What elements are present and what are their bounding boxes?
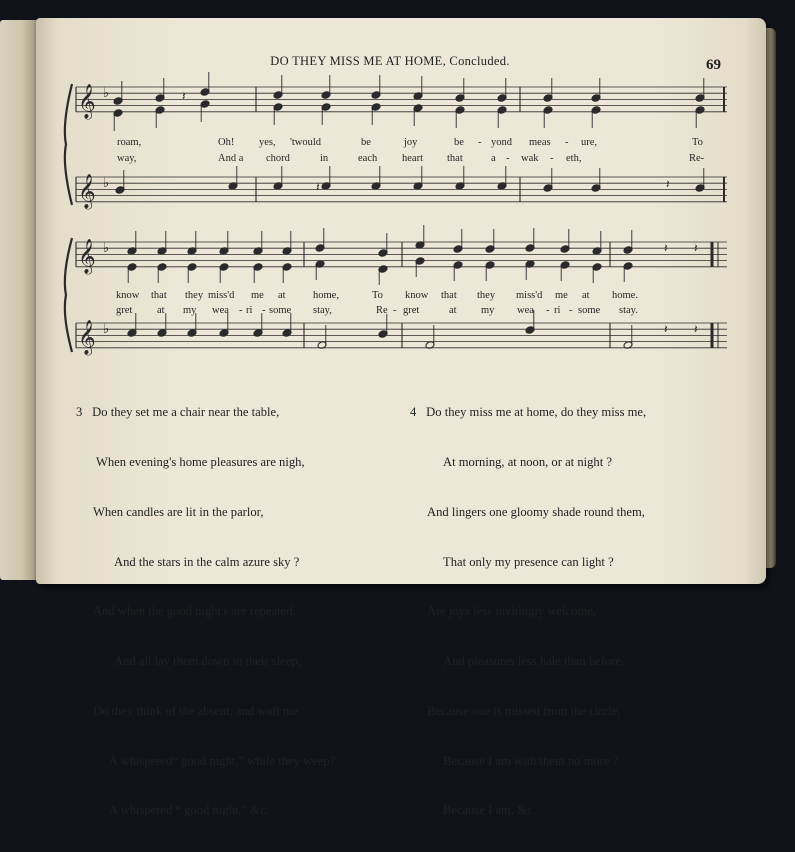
verse-number: 4 [410, 405, 417, 420]
lyric-syllable: ri [246, 305, 253, 316]
lyric-syllable: miss'd [208, 290, 235, 301]
verse-line: Do they think of the absent, and waft me [93, 703, 299, 718]
verse-line: And all lay them down to their sleep, [114, 654, 301, 669]
lyric-syllable: - [546, 305, 550, 316]
lyric-syllable: they [477, 290, 496, 301]
lyric-syllable: gret [116, 305, 133, 316]
lyric-syllable: - [239, 305, 243, 316]
lyric-syllable: a [491, 153, 496, 164]
lyric-syllable: my [481, 305, 495, 316]
lyric-syllable: some [578, 305, 601, 316]
flat-icon: ♭ [103, 322, 110, 337]
verse-line: A whispered “ good night,” &c. [109, 803, 269, 818]
lyric-syllable: - [478, 137, 482, 148]
lyric-syllable: me [251, 290, 264, 301]
lyric-syllable: that [447, 153, 463, 164]
flat-icon: ♭ [103, 241, 110, 256]
lyric-syllable: - [393, 305, 397, 316]
treble-clef-icon: 𝄞 [78, 320, 96, 355]
verse-line: And the stars in the calm azure sky ? [114, 554, 300, 569]
verse-4 [410, 371, 646, 852]
running-title: DO THEY MISS ME AT HOME, Concluded. [270, 54, 510, 68]
treble-clef-icon: 𝄞 [78, 239, 96, 274]
lyric-syllable: way, [117, 153, 137, 164]
lyric-syllable: - [569, 305, 573, 316]
lyric-syllable: wea [517, 305, 534, 316]
lyric-syllable: ure, [581, 137, 598, 148]
lyric-syllable: - [550, 153, 554, 164]
rest-icon: 𝄽 [664, 241, 668, 255]
verse-line: A whispered“ good night,” while they weep? [109, 753, 336, 768]
lyric-syllable: To [372, 290, 383, 301]
lyric-syllable: Oh! [218, 137, 235, 148]
rest-icon: 𝄽 [666, 177, 670, 191]
lyric-syllable: eth, [566, 153, 582, 164]
lyric-syllable: 'twould [290, 137, 322, 148]
rest-icon: 𝄽 [182, 89, 186, 103]
system-brace [65, 84, 72, 205]
lyric-syllable: heart [402, 153, 423, 164]
lyric-syllable: - [506, 153, 510, 164]
lyric-syllable: know [116, 290, 140, 301]
lyric-syllable: wak [521, 153, 539, 164]
verse-3 [76, 371, 335, 852]
lyric-syllable: that [441, 290, 457, 301]
verse-line: At morning, at noon, or at night ? [443, 454, 612, 469]
verse-line: Are joys less invitingly welcome, [427, 604, 596, 619]
verse-line: When evening's home pleasures are nigh, [96, 454, 305, 469]
lyric-syllable: be [454, 137, 464, 148]
lyric-syllable: - [565, 137, 569, 148]
rest-icon: 𝄽 [694, 322, 698, 336]
flat-icon: ♭ [103, 86, 110, 101]
verse-number: 3 [76, 405, 83, 420]
lyric-syllable: be [361, 137, 371, 148]
flat-icon: ♭ [103, 176, 110, 191]
system-brace [65, 238, 72, 352]
verse-line: And pleasures less hale than before, [443, 654, 625, 669]
lyric-syllable: at [278, 290, 286, 301]
verse-line: Do they miss me at home, do they miss me, [426, 405, 647, 420]
lyric-syllable: wea [212, 305, 229, 316]
verse-line: That only my presence can light ? [443, 554, 614, 569]
verse-line: And lingers one gloomy shade round them, [427, 504, 645, 519]
lyric-syllable: miss'd [516, 290, 543, 301]
lyric-syllable: at [582, 290, 590, 301]
lyric-syllable: stay. [619, 305, 638, 316]
lyric-syllable: my [183, 305, 197, 316]
lyric-syllable: Re [376, 305, 388, 316]
rest-icon: 𝄽 [694, 241, 698, 255]
lyric-syllable: roam, [117, 137, 142, 148]
lyric-syllable: joy [404, 137, 418, 148]
lyric-syllable: me [555, 290, 568, 301]
lyric-syllable: To [692, 137, 703, 148]
lyric-syllable: stay, [313, 305, 332, 316]
lyric-syllable: gret [403, 305, 420, 316]
lyric-syllable: meas [529, 137, 551, 148]
lyric-syllable: chord [266, 153, 290, 164]
treble-clef-icon: 𝄞 [78, 84, 96, 119]
lyric-syllable: yes, [259, 137, 276, 148]
verse-line: Do they set me a chair near the table, [92, 405, 280, 420]
rest-icon: 𝄽 [664, 322, 668, 336]
lyric-syllable: that [151, 290, 167, 301]
lyric-syllable: some [269, 305, 292, 316]
lyric-syllable: know [405, 290, 429, 301]
lyric-syllable: in [320, 153, 329, 164]
verse-line: Because I am, &c. [443, 803, 536, 818]
rest-icon: 𝄽 [316, 180, 320, 194]
lyric-syllable: yond [491, 137, 512, 148]
treble-clef-icon: 𝄞 [78, 174, 96, 209]
lyric-syllable: ri [554, 305, 561, 316]
lyric-syllable: - [262, 305, 266, 316]
lyric-syllable: at [157, 305, 165, 316]
lyric-syllable: each [358, 153, 378, 164]
lyric-syllable: Re- [689, 153, 705, 164]
page-number: 69 [706, 57, 721, 73]
verse-line: Because one is missed from the circle, [427, 703, 621, 718]
lyric-syllable: they [185, 290, 204, 301]
lyric-syllable: home. [612, 290, 638, 301]
verse-line: And when the good night's are repeated, [93, 604, 296, 619]
lyric-syllable: at [449, 305, 457, 316]
lyric-syllable: home, [313, 290, 339, 301]
verse-line: Because I am with them no more ? [443, 753, 619, 768]
verse-line: When candles are lit in the parlor, [93, 504, 264, 519]
lyric-syllable: And a [218, 153, 244, 164]
